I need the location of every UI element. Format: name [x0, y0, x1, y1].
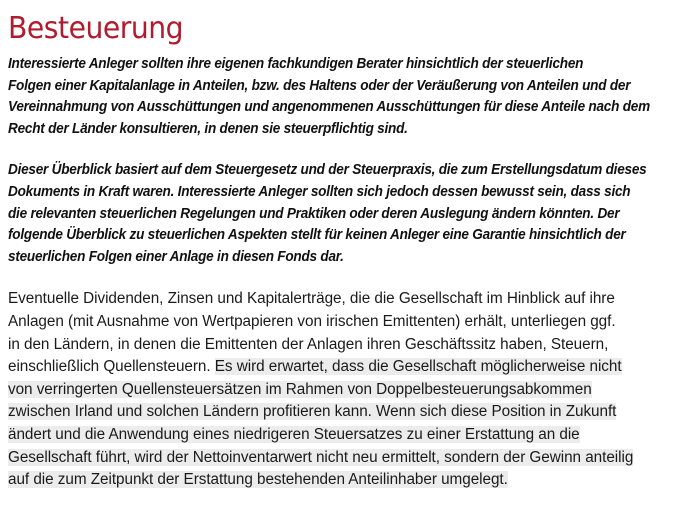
intro-paragraph-1: [8, 54, 692, 140]
intro-line: die relevanten steuerlichen Regelungen und Praktiken oder deren Auslegung ändern könnten. Der: [8, 205, 620, 222]
paragraph-spacer: [8, 140, 686, 160]
highlighted-text[interactable]: Gesellschaft führt, wird der Nettoinventarwert nicht neu ermittelt, sondern der Gewinn anteilig: [8, 448, 634, 466]
body-line: [8, 469, 686, 492]
intro-line: Recht der Länder konsultieren, in denen sie steuerpflichtig sind.: [8, 120, 408, 137]
body-line: [8, 424, 686, 447]
intro-line: steuerlichen Folgen einer Anlage in diesen Fonds dar.: [8, 248, 344, 265]
body-line: in den Ländern, in denen die Emittenten der Anlagen ihren Geschäftssitz haben, Steuern,: [8, 335, 609, 353]
paragraph-spacer: [8, 268, 686, 288]
body-line: Anlagen (mit Ausnahme von Wertpapieren von irischen Emittenten) erhält, unterliegen ggf.: [8, 312, 616, 330]
body-line: [8, 401, 686, 424]
highlighted-text[interactable]: von verringerten Quellensteuersätzen im Rahmen von Doppelbesteuerungsabkommen: [8, 380, 592, 398]
body-line: [8, 447, 686, 470]
intro-line: Vereinnahmung von Ausschüttungen und angenommenen Ausschüttungen für diese Anteile nach dem: [8, 99, 650, 116]
intro-line: folgende Überblick zu steuerlichen Aspekten stellt für keinen Anleger eine Garantie hinsichtlich der: [8, 227, 626, 244]
body-text-plain: einschließlich Quellensteuern.: [8, 358, 215, 376]
highlighted-text[interactable]: auf die zum Zeitpunkt der Erstattung bestehenden Anteilinhaber umgelegt.: [8, 471, 508, 489]
body-line: [8, 356, 686, 379]
intro-line: Folgen einer Kapitalanlage in Anteilen, bzw. des Haltens oder der Veräußerung von Anteilen und der: [8, 77, 631, 94]
intro-line: Dokuments in Kraft waren. Interessierte Anleger sollten sich jedoch dessen bewusst sein, dass sich: [8, 183, 631, 200]
intro-paragraph-2: [8, 160, 692, 268]
highlighted-text[interactable]: Es wird erwartet, dass die Gesellschaft möglicherweise nicht: [214, 358, 622, 376]
highlighted-text[interactable]: zwischen Irland und solchen Ländern profitieren kann. Wenn sich diese Position in Zukunft: [8, 403, 617, 421]
body-paragraph: [8, 288, 686, 491]
intro-line: Dieser Überblick basiert auf dem Steuergesetz und der Steuerpraxis, die zum Erstellungsdatum dieses: [8, 162, 647, 179]
intro-line: Interessierte Anleger sollten ihre eigenen fachkundigen Berater hinsichtlich der steuerlichen: [8, 56, 584, 72]
body-line: Eventuelle Dividenden, Zinsen und Kapitalerträge, die die Gesellschaft im Hinblick auf ihre: [8, 290, 615, 308]
highlighted-text[interactable]: ändert und die Anwendung eines niedrigeren Steuersatzes zu einer Erstattung an die: [8, 425, 580, 443]
body-line: [8, 379, 686, 402]
section-heading: Besteuerung: [8, 11, 184, 46]
